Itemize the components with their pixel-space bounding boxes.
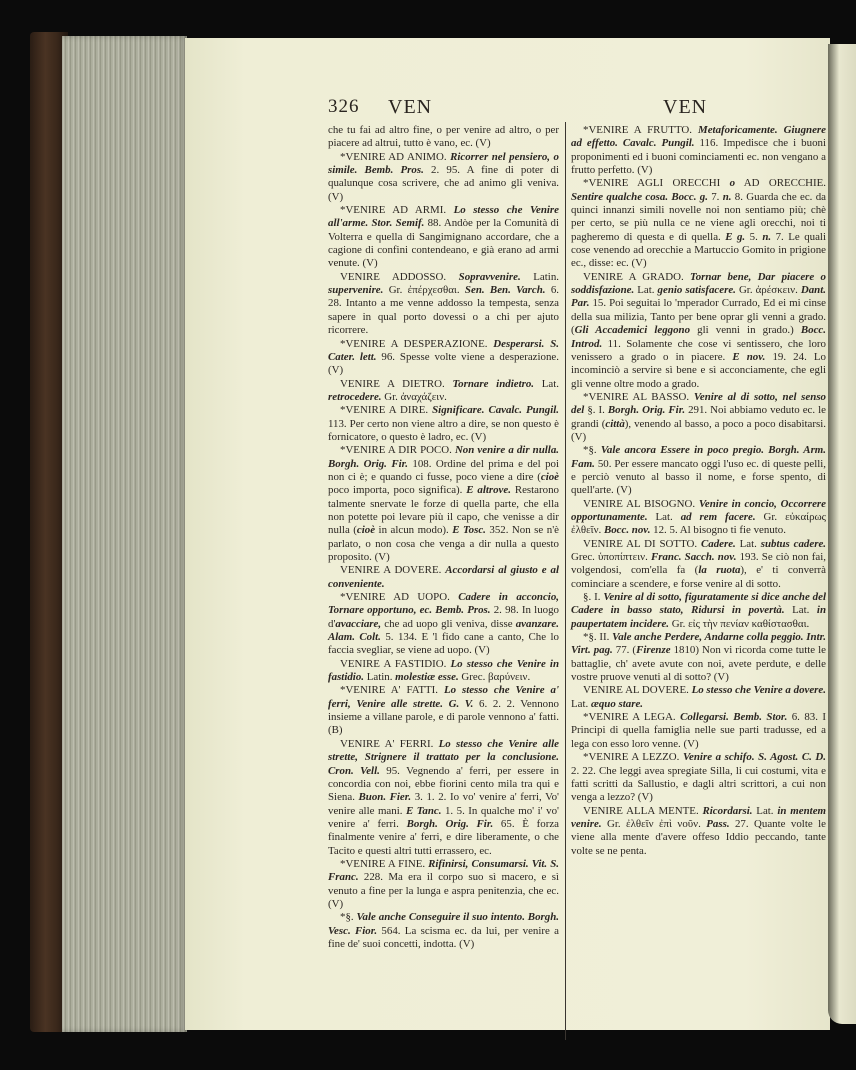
entry-definition-italic: E altrove. bbox=[466, 484, 511, 497]
entry-definition-italic: Sentire qualche cosa. Bocc. g. bbox=[571, 190, 708, 203]
running-head-left: VEN bbox=[388, 96, 433, 118]
entry-definition-italic: Desperarsi. S. Cater. lett. bbox=[328, 337, 559, 363]
entry-definition-italic: Bocc. Introd. bbox=[571, 324, 826, 350]
dictionary-entry bbox=[571, 124, 826, 177]
entry-definition-italic: Tornar bene, Dar piacere o soddisfazione. bbox=[571, 270, 827, 297]
entry-definition-italic: Buon. Fier. bbox=[358, 791, 412, 804]
entry-definition-italic: Tornare indietro. bbox=[452, 377, 535, 390]
entry-definition-italic: molestiæ esse. bbox=[395, 671, 459, 684]
entry-definition-italic: Cadere in acconcio, Tornare opportuno, ec. Bemb. Pros. bbox=[328, 591, 559, 617]
entry-definition-italic: avanzare. Alam. Colt. bbox=[328, 617, 559, 644]
dictionary-entry bbox=[328, 564, 559, 591]
entry-text: VENIRE A FASTIDIO. bbox=[340, 657, 451, 670]
entry-text: 2. 22. Che leggi avea spregiate Silla, li cui costumi, vita e fatti scritti da Sallustio, e dagli altri scrittori, a cui non venga a lezzo? (V) bbox=[571, 764, 826, 804]
entry-text: *VENIRE A LEGA. bbox=[583, 711, 681, 724]
entry-text: in alcun modo). bbox=[375, 524, 453, 537]
entry-definition-italic: Gli Accademici leggono bbox=[574, 324, 691, 337]
dictionary-entry bbox=[328, 338, 559, 378]
dictionary-entry bbox=[328, 684, 559, 737]
dictionary-entry bbox=[328, 911, 559, 951]
entry-text: 11. Solamente che cose vi sentissero, che loro venissero a grado o in piacere. bbox=[571, 337, 826, 363]
entry-text: VENIRE A' FERRI. bbox=[340, 737, 439, 750]
column-divider bbox=[565, 122, 566, 1040]
entry-definition-italic: retrocedere. bbox=[328, 390, 382, 403]
entry-text: che ad uopo gli veniva, disse bbox=[381, 617, 516, 630]
entry-text: 291. Noi abbiamo veduto ec. le grandi ( bbox=[571, 404, 826, 430]
entry-text: 5. bbox=[745, 230, 763, 243]
entry-text: Latin. bbox=[520, 270, 559, 283]
entry-text: *VENIRE A LEZZO. bbox=[583, 751, 683, 764]
entry-text: *VENIRE A DIRE. bbox=[340, 404, 433, 417]
entry-text: 1810) Non vi ricorda come tutte le battaglie, ch' avete avute con noi, avete perdute, e delle vostre pruove venuti al di sotto? (V) bbox=[571, 644, 826, 684]
entry-definition-italic: E Tanc. bbox=[405, 804, 442, 817]
entry-definition-italic: la ruota bbox=[698, 564, 741, 577]
entry-text: Restarono talmente snervate le forze di quella parte, che ella non potette poi levare più il capo, che venisse a dir nulla ( bbox=[328, 484, 559, 537]
entry-definition-italic: Lo stesso che Venire all'arme. Stor. Semif. bbox=[328, 204, 559, 230]
entry-definition-italic: Lo stesso che Venire a dovere. bbox=[691, 684, 826, 697]
entry-definition-italic: Dant. Par. bbox=[571, 284, 826, 310]
left-column bbox=[328, 124, 559, 951]
entry-text: 352. Non se n'è parlato, o non cosa che venga a dir nulla a questo proposito. (V) bbox=[328, 524, 559, 563]
entry-definition-italic: Ricorrer nel pensiero, o simile. Bemb. Pros. bbox=[328, 150, 559, 177]
entry-text: 27. Quante volte le viene alla mente d'avere offeso Iddio peccando, tante volte se ne penta. bbox=[571, 817, 826, 857]
entry-definition-italic: Lo stesso che Venire alle strette, Strignere il trattato per la conclusione. Cron. Vell. bbox=[328, 737, 560, 777]
entry-text: Gr. ἀρέσκειν. bbox=[735, 284, 801, 297]
entry-text: 564. La scisma ec. da lui, per venire a fine de' suoi concetti, indotta. (V) bbox=[328, 924, 559, 950]
entry-definition-italic: E nov. bbox=[732, 350, 766, 363]
entry-definition-italic: Cadere. bbox=[700, 537, 736, 550]
entry-definition-italic: Vale anche Conseguire il suo intento. Borgh. Vesc. Fior. bbox=[328, 911, 559, 937]
entry-text: Lat. bbox=[534, 377, 560, 390]
entry-text: *VENIRE A FRUTTO. bbox=[583, 124, 699, 136]
entry-definition-italic: Borgh. Orig. Fir. bbox=[406, 817, 494, 830]
entry-text: poco importa, poco significa). bbox=[328, 484, 467, 497]
dictionary-entry bbox=[571, 498, 826, 538]
dictionary-entry bbox=[328, 204, 559, 271]
entry-text: 65. È forza finalmente venire a' ferri, e dire liberamente, o che Tacito e questi altri tutti errassero, ec. bbox=[328, 817, 559, 857]
entry-text: ), venendo al basso, a poco a poco disabitarsi. (V) bbox=[571, 417, 826, 443]
entry-text: AD ORECCHIE. bbox=[735, 177, 826, 190]
entry-text: *§. bbox=[583, 444, 601, 457]
entry-definition-italic: subtus cadere. bbox=[760, 537, 827, 550]
entry-definition-italic: Vale ancora Essere in poco pregio. Borgh. Arm. Fam. bbox=[571, 444, 826, 470]
entry-text: 2. 98. In luogo d' bbox=[328, 604, 559, 630]
entry-definition-italic: E g. bbox=[725, 230, 746, 243]
entry-definition-italic: Lo stesso che Venire a' ferri, Venire alle strette. G. V. bbox=[328, 684, 559, 710]
entry-definition-italic: Accordarsi al giusto e al conveniente. bbox=[328, 564, 559, 590]
dictionary-entry bbox=[328, 591, 559, 658]
entry-text: 8. Guarda che ec. da quinci innanzi simili novelle noi non sentiamo più; chè per certo, se più nulla ce ne viene agli orecchi, noi ti pagheremo di questa e di quella. bbox=[571, 190, 826, 243]
dictionary-entry bbox=[571, 684, 826, 711]
entry-definition-italic: o bbox=[729, 177, 736, 190]
entry-definition-italic: Borgh. Orig. Fir. bbox=[607, 404, 686, 417]
entry-text: 228. Ma era il corpo suo sì macero, e sì venuto a fine per la lunga e aspra penitenzia, che ec. (V) bbox=[328, 871, 559, 910]
entry-text: 2. 95. A fine di poter di qualunque cosa scrivere, che ad animo gli veniva. (V) bbox=[328, 164, 559, 203]
entry-definition-italic: Pass. bbox=[706, 817, 730, 830]
dictionary-entry bbox=[328, 738, 559, 858]
entry-text: *VENIRE A FINE. bbox=[340, 857, 429, 870]
entry-text: Grec. ὑποπίπτειν. bbox=[571, 551, 651, 563]
entry-text: 96. Spesse volte viene a desperazione. (V) bbox=[328, 350, 559, 377]
entry-definition-italic: Venire in concio, Occorrere opportunamente. bbox=[571, 497, 826, 523]
entry-text: Lat. bbox=[647, 510, 681, 523]
page-number: 326 bbox=[328, 96, 360, 117]
entry-definition-italic: Rifinirsi, Consumarsi. Vit. S. Franc. bbox=[328, 857, 559, 884]
entry-definition-italic: in mentem venire. bbox=[571, 804, 826, 830]
entry-text: 6. 28. Intanto a me venne addosso la tempesta, senza sapere in qual porto dovessi o a chi per ajuto ricorrere. bbox=[328, 284, 560, 337]
dictionary-entry bbox=[571, 538, 826, 591]
entry-definition-italic: Sen. Ben. Varch. bbox=[464, 284, 546, 297]
entry-definition-italic: æquo stare. bbox=[590, 697, 644, 710]
entry-definition-italic: Metaforicamente. Giugnere ad effetto. Cavalc. Pungil. bbox=[571, 124, 826, 150]
dictionary-entry bbox=[571, 177, 826, 270]
entry-text: Gr. ἐλθεῖν ἐπὶ νοῦν. bbox=[601, 817, 707, 830]
entry-text: 50. Per essere mancato oggi l'uso ec. di queste pelli, e perciò venuto al basso il nome, e forse spento, di quell'arte. (V) bbox=[571, 457, 826, 497]
entry-definition-italic: n. bbox=[762, 230, 772, 243]
entry-text: ), e' ti converrà cominciare a scendere, e forse venire al di sotto. bbox=[571, 564, 826, 590]
entry-text: *VENIRE AD UOPO. bbox=[340, 591, 459, 604]
entry-text: 77. ( bbox=[612, 644, 637, 657]
entry-text: *VENIRE AGLI ORECCHI bbox=[583, 177, 730, 190]
entry-definition-italic: Bocc. nov. bbox=[603, 524, 651, 537]
entry-text: VENIRE AL DOVERE. bbox=[583, 684, 692, 697]
page-edges bbox=[62, 36, 187, 1032]
entry-text: 193. Se ciò non fai, volgendosi, com'ella fa ( bbox=[571, 551, 826, 577]
entry-text: Lat. bbox=[634, 284, 658, 297]
entry-text: VENIRE A GRADO. bbox=[583, 270, 691, 283]
entry-definition-italic: cioè bbox=[540, 470, 559, 483]
entry-text: Lat. bbox=[735, 537, 761, 550]
facing-page-edge bbox=[828, 44, 856, 1024]
entry-text: 88. Andòe per la Comunità di Volterra e quella di Sangimignano accordare, che a cagione di confini contendeano, e già erano ad armi venute. (V) bbox=[328, 217, 560, 270]
entry-text: 5. 134. E 'l fido cane a canto, Che lo faccia svegliar, se viene ad uopo. (V) bbox=[328, 631, 559, 657]
dictionary-entry bbox=[328, 271, 559, 338]
entry-definition-italic: Vale anche Perdere, Andarne colla peggio. Intr. Virt. pag. bbox=[571, 631, 826, 657]
dictionary-entry bbox=[328, 658, 559, 685]
dictionary-entry bbox=[328, 858, 559, 911]
entry-text: Lat. bbox=[571, 697, 591, 710]
entry-text: 95. Vegnendo a' ferri, per essere in concordia con noi, ebbe fiorini cento mila tra qui e Siena. bbox=[328, 764, 560, 804]
entry-text: 12. 5. Al bisogno ti fie venuto. bbox=[650, 524, 786, 537]
entry-text: *VENIRE A' FATTI. bbox=[340, 684, 444, 697]
entry-text: 3. 1. 2. Io vo' venire a' ferri, Vo' venire alle mani. bbox=[328, 791, 559, 817]
entry-text: *VENIRE AD ANIMO. bbox=[340, 150, 451, 163]
dictionary-entry bbox=[571, 805, 826, 858]
entry-text: Gr. ἀναχάζειν. bbox=[381, 390, 447, 403]
entry-text: 113. Per certo non viene altro a dire, se non questo è fornicatore, o questo è ladro, ec. (V) bbox=[328, 417, 559, 443]
entry-definition-italic: supervenire. bbox=[328, 284, 384, 297]
entry-text: §. I. bbox=[584, 404, 608, 417]
dictionary-entry bbox=[571, 751, 826, 804]
entry-text: *VENIRE AL BASSO. bbox=[583, 390, 694, 403]
dictionary-entry bbox=[571, 711, 826, 751]
entry-definition-italic: Sopravvenire. bbox=[458, 270, 521, 283]
entry-text: 19. 24. Lo incominciò a servire sì bene e sì acconciamente, che egli gli venne oltre modo a grado. bbox=[571, 350, 826, 390]
dictionary-entry bbox=[571, 591, 826, 631]
entry-definition-italic: Franc. Sacch. nov. bbox=[650, 551, 737, 563]
right-column bbox=[571, 124, 826, 858]
entry-text: *VENIRE A DIR POCO. bbox=[340, 444, 455, 457]
dictionary-entry bbox=[328, 124, 559, 151]
entry-text: 116. Impedisce che i buoni proponimenti ed i buoni cominciamenti ec. non vengano a frutto perfetto. (V) bbox=[571, 137, 826, 177]
entry-text: 108. Ordine del prima e del poi non ci è; e quando ci fusse, poco viene a dire ( bbox=[328, 457, 559, 483]
entry-text: Gr. εἰς τὴν πενίαν καθίστασθαι. bbox=[669, 617, 810, 630]
entry-text: 6. 2. 2. Vennono insieme a villane parole, e di parole vennono a' fatti. (B) bbox=[328, 697, 559, 737]
entry-text: VENIRE ADDOSSO. bbox=[340, 270, 459, 283]
entry-definition-italic: ad rem facere. bbox=[680, 510, 756, 523]
entry-text: 7. bbox=[707, 190, 723, 203]
dictionary-entry bbox=[328, 151, 559, 204]
entry-text: 6. 83. I Principi di quella famiglia nelle sue parti tradusse, ed a lega con esso loro venne. (V) bbox=[571, 711, 826, 750]
entry-text: 7. Le quali cose venendo ad orecchie a Martuccio Gomito in prigione ec., disse: ec. (V) bbox=[571, 230, 826, 270]
entry-definition-italic: Firenze bbox=[636, 644, 671, 657]
entry-definition-italic: genio satisfacere. bbox=[657, 284, 736, 297]
entry-text: VENIRE AL DI SOTTO. bbox=[583, 537, 701, 550]
dictionary-entry bbox=[328, 378, 559, 405]
dictionary-entry bbox=[571, 391, 826, 444]
entry-definition-italic: n. bbox=[722, 190, 732, 203]
entry-definition-italic: Venire al di sotto, figuratamente si dice anche del Cadere in basso stato, Ridursi in povertà. bbox=[571, 591, 826, 617]
entry-text: §. I. bbox=[583, 591, 604, 604]
running-head-right: VEN bbox=[663, 96, 708, 118]
entry-text: *VENIRE AD ARMI. bbox=[340, 204, 454, 217]
entry-definition-italic: Non venire a dir nulla. Borgh. Orig. Fir. bbox=[328, 444, 559, 470]
dictionary-entry bbox=[571, 444, 826, 497]
entry-text: che tu fai ad altro fine, o per venire ad altro, o per piacere ad altrui, tutto è vano, ec. (V) bbox=[328, 124, 559, 150]
entry-text: VENIRE A DIETRO. bbox=[340, 377, 453, 390]
entry-text: *VENIRE A DESPERAZIONE. bbox=[340, 337, 494, 350]
entry-definition-italic: Significare. Cavalc. Pungil. bbox=[432, 404, 559, 417]
entry-definition-italic: Ricordarsi. bbox=[702, 804, 753, 817]
entry-definition-italic: Venire al di sotto, nel senso del bbox=[571, 390, 826, 417]
entry-definition-italic: E Tosc. bbox=[452, 524, 486, 537]
entry-definition-italic: Lo stesso che Venire in fastidio. bbox=[328, 657, 559, 684]
dictionary-entry bbox=[328, 444, 559, 564]
entry-definition-italic: cioè bbox=[356, 524, 376, 537]
entry-definition-italic: Venire a schifo. S. Agost. C. D. bbox=[682, 751, 826, 764]
entry-definition-italic: Collegarsi. Bemb. Stor. bbox=[680, 711, 788, 724]
entry-text: Latin. bbox=[364, 671, 396, 684]
dictionary-entry bbox=[328, 404, 559, 444]
dictionary-entry bbox=[571, 271, 826, 391]
entry-text: Gr. ἐπέρχεσθαι. bbox=[383, 284, 465, 297]
dictionary-entry bbox=[571, 631, 826, 684]
entry-text: VENIRE AL BISOGNO. bbox=[583, 497, 699, 510]
entry-text: Lat. bbox=[784, 604, 817, 617]
entry-text: VENIRE ALLA MENTE. bbox=[583, 804, 703, 817]
entry-text: 15. Poi seguitai lo 'mperador Currado, Ed ei mi cinse della sua milizia, Tanto per bene oprar gli venni a grado. ( bbox=[571, 297, 826, 337]
entry-definition-italic: avacciare, bbox=[335, 617, 382, 630]
entry-text: *§. II. bbox=[583, 631, 613, 644]
entry-text: Grec. βαρύνειν. bbox=[458, 671, 531, 684]
entry-text: 1. 5. In qualche mo' i' vo' venire a' ferri. bbox=[328, 804, 559, 830]
entry-text: VENIRE A DOVERE. bbox=[340, 564, 446, 577]
entry-text: Lat. bbox=[752, 804, 778, 817]
entry-definition-italic: città bbox=[605, 417, 625, 430]
entry-definition-italic: in paupertatem incidere. bbox=[571, 604, 827, 630]
entry-text: gli venni in grado.) bbox=[690, 324, 801, 337]
entry-text: *§. bbox=[340, 911, 357, 924]
entry-text: Gr. εὐκαίρως ἐλθεῖν. bbox=[571, 510, 826, 537]
